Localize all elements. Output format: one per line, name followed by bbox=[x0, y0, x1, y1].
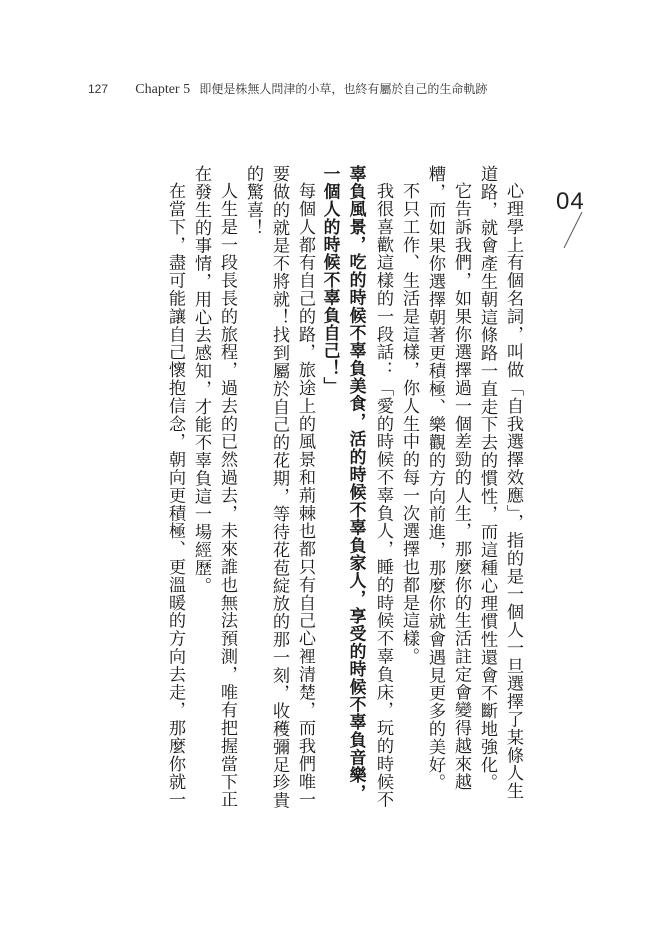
chapter-title: 即便是株無人問津的小草，也終有屬於自己的生命軌跡 bbox=[199, 82, 488, 96]
text-column: 糟，而如果你選擇朝著更積極、樂觀的方向前進，那麼你就會遇見更多的美好。 bbox=[425, 165, 445, 792]
text-column: 我很喜歡這樣的一段話：「愛的時候不辜負人，睡的時候不辜負床，玩的時候不 bbox=[373, 182, 393, 809]
quote-column: 一個人的時候不辜負自己！」 bbox=[321, 165, 341, 395]
page-number: 127 bbox=[88, 82, 109, 96]
text-column: 在當下，盡可能讓自己懷抱信念，朝向更積極、更溫暖的方向去走，那麼你就一 bbox=[165, 182, 185, 809]
text-column: 心理學上有個名詞，叫做「自我選擇效應」，指的是一個人一旦選擇了某條人生 bbox=[503, 182, 523, 800]
running-header bbox=[88, 80, 487, 98]
section-number: 04 bbox=[556, 188, 585, 215]
quote-column: 辜負風景，吃的時候不辜負美食，活的時候不辜負家人，享受的時候不辜負音樂， bbox=[347, 165, 367, 802]
text-column: 要做的就是不將就！找到屬於自己的花期，等待花苞綻放的那一刻，收穫彌足珍貴 bbox=[269, 165, 289, 810]
text-column: 它告訴我們，如果你選擇過一個差勁的人生，那麼你的生活註定會變得越來越 bbox=[451, 182, 471, 791]
body-text bbox=[84, 165, 526, 855]
section-slash-decoration bbox=[562, 210, 584, 250]
text-column: 人生是一段長長的旅程，過去的已然過去，未來誰也無法預測，唯有把握當下正 bbox=[217, 182, 237, 809]
text-column: 道路，就會產生朝這條路一直走下去的慣性，而這種心理慣性還會不斷地強化。 bbox=[477, 165, 497, 792]
text-column: 的驚喜！ bbox=[243, 165, 263, 237]
chapter-label: Chapter 5 bbox=[135, 82, 191, 97]
text-column: 每個人都有自己的路，旅途上的風景和荊棘也都只有自己心裡清楚，而我們唯一 bbox=[295, 182, 315, 809]
text-column: 不只工作、生活是這樣，你人生中的每一次選擇也都是這樣。 bbox=[399, 182, 419, 666]
text-column: 在發生的事情，用心去感知，才能不辜負這一場經歷。 bbox=[191, 165, 211, 595]
